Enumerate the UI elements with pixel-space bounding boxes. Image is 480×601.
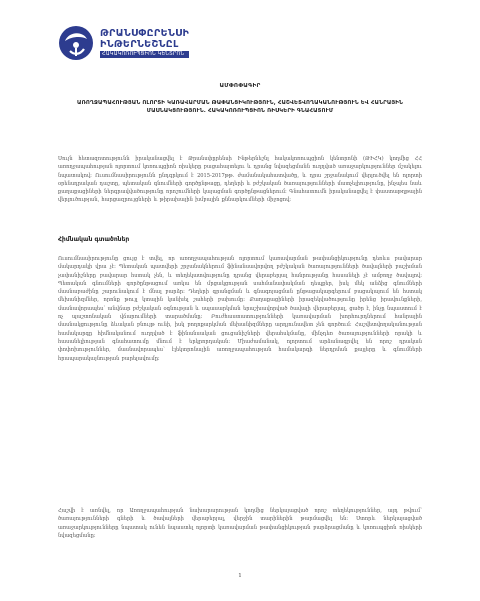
page-number: 1 [238,573,242,579]
logo-name-line2: ԻՆԹԵՐՆԵՇՆԸԼ [100,39,179,50]
closing-paragraph: Հաշվի է առնվել, որ Առողջապահության նախարարության կողմից ներկայացված որոշ տեղեկություններ, այդ թվում՝ ծառայությունների գների և ծավալների վերաբերյալ, վերջին տարիներին թարմացվել են։ Ստորև ներկայացված առաջարկությունները նպատակ ունեն նպաստել ոլորտի կառավարման թափանցիկության բարձրացմանը և կոռուպցիոն ռիսկերի նվազեցմանը։ [58,508,422,539]
section-heading: Հիմնական գտածոներ [58,236,130,243]
logo-tagline: ՀԱԿԱԿՈՌՈՒՊՑԻՈՆ ԿԵՆՏՐՈՆ [100,51,189,58]
document-label: ԱՄՓՈՓԱԳԻՐ [219,83,261,89]
organization-logo [58,25,189,61]
logo-name-line1: ԹՐԱՆՍՓԸՐԵՆՍԻ [100,28,190,39]
intro-paragraph: Սույն հետազոտությունն իրականացվել է Թրանսփըրենսի Ինթերնեշնլ հակակոռուպցիոն կենտրոնի (ԹԻՀԿ) կողմից ՀՀ առողջապահության ոլորտում կոռուպցիոն ռիսկերը բացահայտելու և դրանց նվազեցմանն ուղղված առաջարկություններ մշակելու նպատակով։ Ուսումնասիրությունն ընդգրկում է 2015-2017թթ. ժամանակահատվածը, և դրա շրջանակում վերլուծվել են ոլորտի օրենսդրական դաշտը, պետական գնումների գործընթացը, դեղերի և բժշկական ծառայությունների մատչելիությունը, ինչպես նաև քաղաքացիների ներգրավվածությունը որոշումների կայացման գործընթացներում։ Գնահատումն իրականացվել է փաստաթղթային վերլուծության, հարցազրույցների և թիրախային խմբային քննարկումների միջոցով։ [58,156,422,204]
findings-paragraph: Ուսումնասիրությունը ցույց է տվել, որ առողջապահության ոլորտում կառավարման թափանցիկությունը դեռևս բավարար մակարդակի վրա չէ։ Պետական պատվերի շրջանակներում ֆինանսավորվող բժշկական ծառայությունների ծավալների բաշխման չափանիշները բավարար հստակ չեն, և տեղեկատվությունը դրանց վերաբերյալ հանրությանը հասանելի չէ ամբողջ ծավալով։ Պետական գնումների գործընթացում առկա են մրցակցության սահմանափակման դեպքեր, իսկ մեկ անձից գնումների մասնաբաժինը շարունակում է մնալ բարձր։ Դեղերի գրանցման և գնագոյացման ընթացակարգերում բացակայում են հստակ մեխանիզմներ, որոնք թույլ կտային կանխել շահերի բախումը։ Քաղաքացիների իրազեկվածությունը իրենց իրավունքների, մասնավորապես՝ անվճար բժշկական օգնության և սպասարկման երաշխավորված ծավալի վերաբերյալ, ցածր է, ինչը նպաստում է ոչ պաշտոնական վճարումների տարածմանը։ Բուժհաստատությունների կառավարման խորհուրդներում հանրային մասնակցությունը ձևական բնույթ ունի, իսկ բողոքարկման մեխանիզմները արդյունավետ չեն գործում։ Հաշվետվողականության համակարգը հիմնականում ուղղված է ֆինանսական ցուցանիշների վերահսկմանը, մինչդեռ ծառայությունների որակի և հասանելիության գնահատումը մնում է երկրորդական։ Միաժամանակ, ոլորտում արձանագրվել են որոշ դրական փոփոխություններ, մասնավորապես՝ էլեկտրոնային առողջապահության համակարգի ներդրման քայլերը և գնումների հրապարակայնության բարելավումը։ [58,256,422,362]
document-title: ԱՌՈՂՋԱՊԱՀՈՒԹՅԱՆ ՈԼՈՐՏԻ ԿԱՌԱՎԱՐՄԱՆ ԹԱՓԱՆՑԻԿՈՒԹՅՈՒՆ, ՀԱՇՎԵՏՎՈՂԱԿԱՆՈՒԹՅՈՒՆ ԵՎ ՀԱՆՐԱՅԻՆ ՄԱՍՆԱԿՑՈՒԹՅՈՒՆ. ՀԱԿԱԿՈՌՈՒՊՑԻՈՆ ՌԻՍԿԵՐԻ ԳՆԱՀԱՏՈՒՄ [77,100,403,115]
globe-icon [58,25,94,61]
